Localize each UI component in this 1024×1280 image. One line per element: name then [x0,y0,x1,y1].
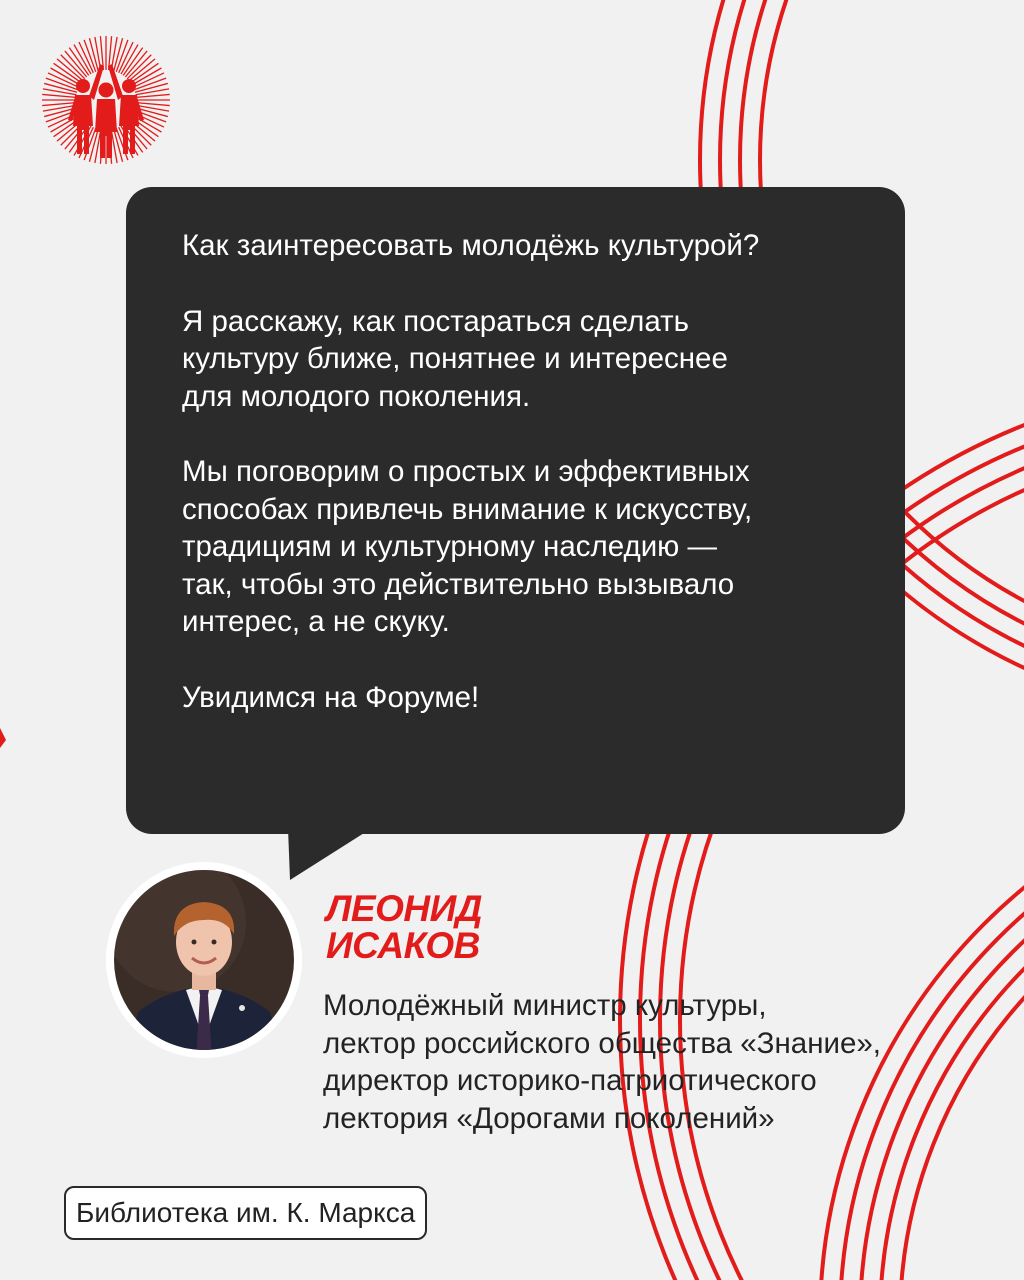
speaker-name [326,890,482,964]
speaker-last-name: ИСАКОВ [326,925,480,966]
speaker-role-line: Молодёжный министр культуры, [323,989,767,1022]
speaker-portrait-photo [106,862,302,1058]
logo-ray [111,130,117,163]
logo-ray [42,103,76,106]
library-label: Библиотека им. К. Маркса [64,1186,427,1240]
speaker-first-name: ЛЕОНИД [326,888,482,929]
quote-question: Как заинтересовать молодёжь культурой? [182,229,760,262]
logo-ray [95,130,101,163]
quote-text [182,227,882,754]
speaker-role-line: лектор российского общества «Знание», [323,1026,881,1060]
speaker-avatar [106,862,302,1058]
speaker-role-line: лектория «Дорогами поколений» [323,1101,775,1135]
logo-ray [61,55,85,79]
logo-ray [136,103,170,106]
logo-ray [42,94,76,97]
logo-ray [136,89,169,95]
quote-paragraph-1: Я расскажу, как постараться сделать культуру ближе, понятнее и интереснее для молодого поколения. [182,304,728,413]
speech-bubble [126,187,905,834]
logo-ray [127,55,151,79]
speaker-role [323,987,881,1137]
logo-ray [43,89,76,95]
speaker-role-line: директор историко-патриотического [323,1064,817,1097]
logo-ray [136,94,170,97]
quote-closing: Увидимся на Форуме! [182,680,480,714]
quote-paragraph-2: Мы поговорим о простых и эффективных способах привлечь внимание к искусству, традициям и культурному наследию — так, чтобы это действительно вызывало интерес, а не скуку. [182,455,753,638]
speech-bubble-tail [280,828,380,884]
people-raising-hands-sunburst-icon [38,34,174,170]
